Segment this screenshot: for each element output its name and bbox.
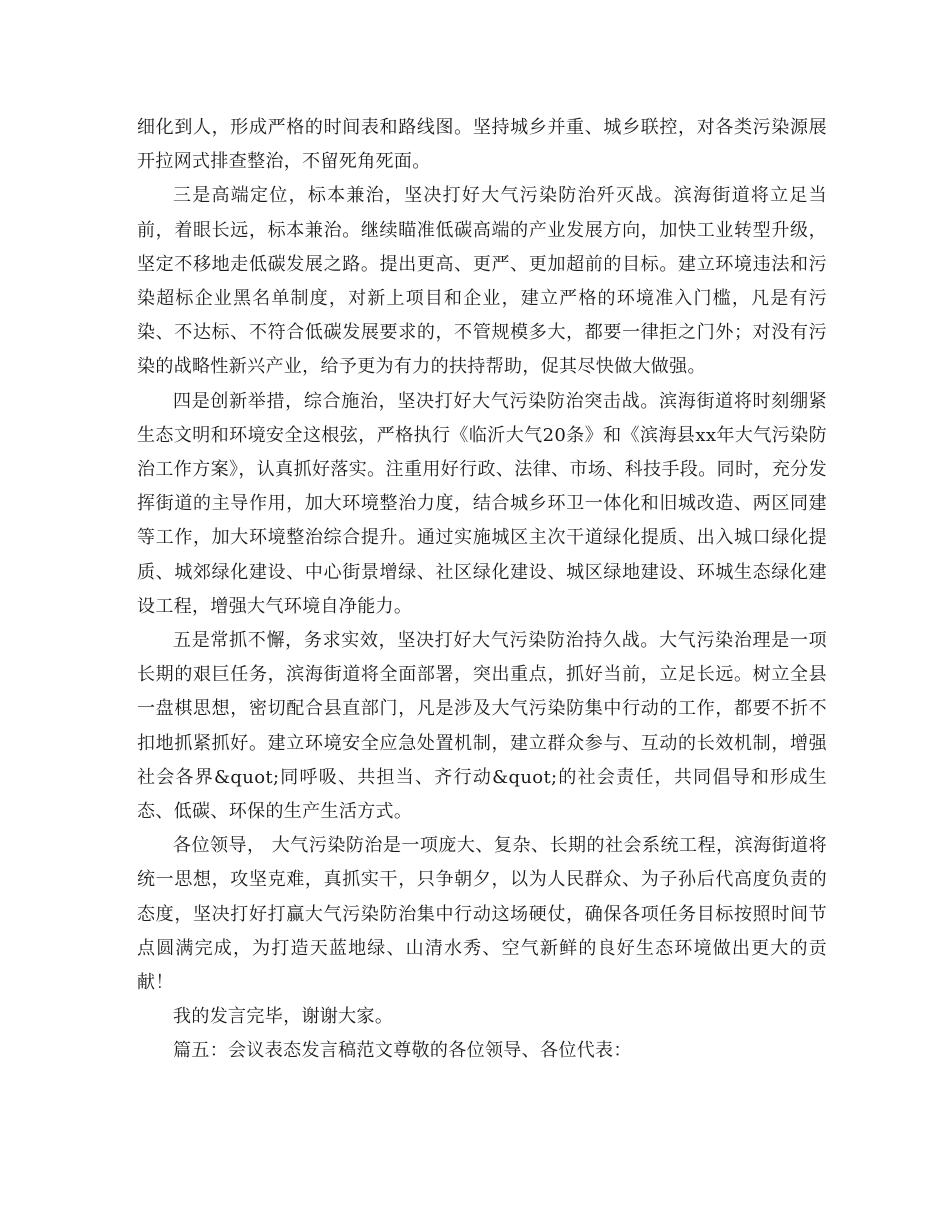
document-body (137, 111, 827, 1069)
paragraph-next-section-heading: 篇五：会议表态发言稿范文尊敬的各位领导、各位代表： (173, 1040, 632, 1062)
paragraph-point-three: 三是高端定位，标本兼治，坚决打好大气污染防治歼灭战。滨海街道将立足当前，着眼长远，标本兼治。继续瞄准低碳高端的产业发展方向，加快工业转型升级，坚定不移地走低碳发展之路。提出更高、更严、更加超前的目标。建立环境违法和污染超标企业黑名单制度，对新上项目和企业，建立严格的环境准入门槛，凡是有污染、不达标、不符合低碳发展要求的，不管规模多大，都要一律拒之门外；对没有污染的战略性新兴产业，给予更为有力的扶持帮助，促其尽快做大做强。 (137, 185, 827, 378)
paragraph-continuation: 细化到人，形成严格的时间表和路线图。坚持城乡并重、城乡联控，对各类污染源展开拉网式排查整治，不留死角死面。 (137, 117, 827, 173)
paragraph-point-four: 四是创新举措，综合施治，坚决打好大气污染防治突击战。滨海街道将时刻绷紧生态文明和环境安全这根弦，严格执行《临沂大气20条》和《滨海县xx年大气污染防治工作方案》，认真抓好落实。注重用好行政、法律、市场、科技手段。同时，充分发挥街道的主导作用，加大环境整治力度，结合城乡环卫一体化和旧城改造、两区同建等工作，加大环境整治综合提升。通过实施城区主次干道绿化提质、出入城口绿化提质、城郊绿化建设、中心街景增绿、社区绿化建设、城区绿地建设、环城生态绿化建设工程，增强大气环境自净能力。 (137, 390, 827, 617)
paragraph-point-five: 五是常抓不懈，务求实效，坚决打好大气污染防治持久战。大气污染治理是一项长期的艰巨任务，滨海街道将全面部署，突出重点，抓好当前，立足长远。树立全县一盘棋思想，密切配合县直部门，凡是涉及大气污染防集中行动的工作，都要不折不扣地抓紧抓好。建立环境安全应急处置机制，建立群众参与、互动的长效机制，增强社会各界&quot;同呼吸、共担当、齐行动&quot;的社会责任，共同倡导和形成生态、低碳、环保的生产生活方式。 (137, 630, 827, 823)
paragraph-closing: 我的发言完毕，谢谢大家。 (173, 1006, 394, 1028)
paragraph-conclusion: 各位领导， 大气污染防治是一项庞大、复杂、长期的社会系统工程，滨海街道将统一思想，攻坚克难，真抓实干，只争朝夕，以为人民群众、为子孙后代高度负责的态度，坚决打好打赢大气污染防治集中行动这场硬仗，确保各项任务目标按照时间节点圆满完成，为打造天蓝地绿、山清水秀、空气新鲜的良好生态环境做出更大的贡献！ (137, 835, 827, 994)
